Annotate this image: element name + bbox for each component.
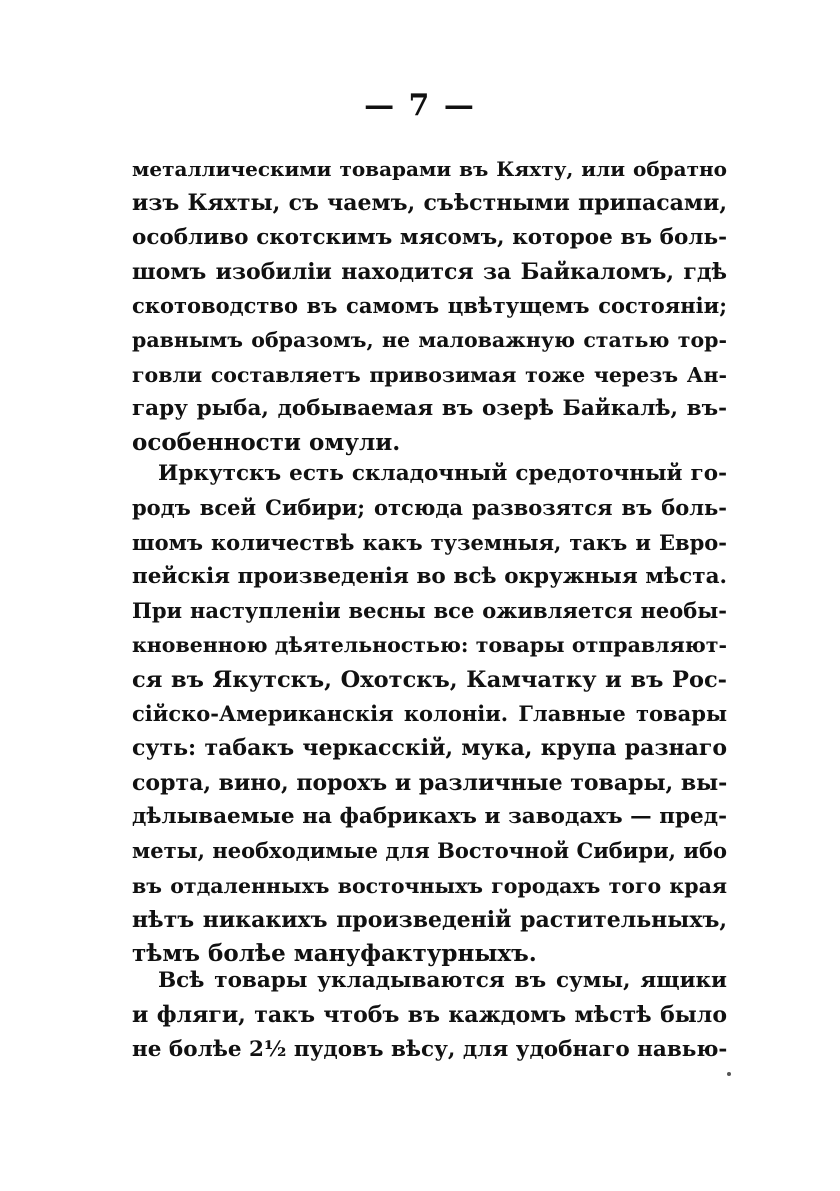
text-line: Иркутскъ есть складочный средоточный го- (158, 461, 727, 486)
text-line: скотоводство въ самомъ цвѣтущемъ состояніи; (132, 293, 727, 319)
page-number: — 7 — (364, 88, 476, 123)
text-line: суть: табакъ черкасскій, мука, крупа разнаго (132, 735, 727, 762)
paragraph-2 (132, 457, 727, 971)
text-line: въ отдаленныхъ восточныхъ городахъ того края (132, 873, 727, 898)
text-line: металлическими товарами въ Кяхту, или обратно (132, 157, 727, 181)
text-line: кновенною дѣятельностью: товары отправляют- (132, 633, 727, 658)
text-line: сорта, вино, порохъ и различные товары, вы- (132, 769, 727, 796)
text-line: При наступленіи весны все оживляется необы- (132, 598, 727, 624)
text-line: равнымъ образомъ, не маловажную статью тор- (132, 328, 727, 353)
text-line: ся въ Якутскъ, Охотскъ, Камчатку и въ Рос- (132, 666, 727, 693)
text-line: Всѣ товары укладываются въ сумы, ящики (158, 968, 727, 993)
text-line: не болѣе 2½ пудовъ вѣсу, для удобнаго навью- (132, 1036, 727, 1062)
text-line: особливо скотскимъ мясомъ, которое въ боль- (132, 224, 727, 250)
text-line: шомъ количествѣ какъ туземныя, такъ и Евро- (132, 529, 727, 555)
text-line: гару рыба, добываемая въ озерѣ Байкалѣ, въ- (132, 396, 727, 422)
scan-speck (727, 1072, 731, 1076)
paragraph-3 (132, 964, 727, 1067)
text-line: особенности омули. (132, 429, 401, 457)
text-line: меты, необходимые для Восточной Сибири, ибо (132, 838, 727, 864)
text-line: тѣмъ болѣе мануфактурныхъ. (132, 940, 537, 968)
text-line: говли составляетъ привозимая тоже черезъ Ан- (132, 362, 727, 387)
text-line: сійско-Американскія колоніи. Главные товары (132, 701, 727, 727)
text-line: изъ Кяхты, съ чаемъ, съѣстными припасами, (132, 190, 727, 217)
text-line: нѣтъ никакихъ произведеній растительныхъ, (132, 906, 727, 933)
paragraph-1 (132, 152, 727, 461)
text-line: родъ всей Сибири; отсюда развозятся въ боль- (132, 495, 727, 521)
text-line: шомъ изобиліи находится за Байкаломъ, гдѣ (132, 258, 727, 285)
text-line: дѣлываемые на фабрикахъ и заводахъ — пред- (132, 803, 727, 829)
text-line: и фляги, такъ чтобъ въ каждомъ мѣстѣ было (132, 1002, 727, 1029)
text-line: пейскія произведенія во всѣ окружныя мѣста. (132, 563, 727, 589)
